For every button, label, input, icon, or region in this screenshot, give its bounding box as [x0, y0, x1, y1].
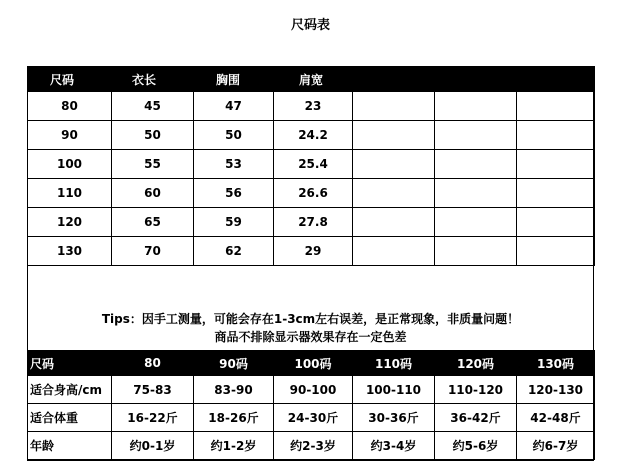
header-cell: 尺码	[28, 67, 112, 92]
table-row	[28, 404, 595, 432]
header-cell: 110码	[353, 351, 435, 376]
table-cell: 50	[112, 121, 194, 150]
table-cell: 130	[28, 237, 112, 266]
table-cell: 120	[28, 208, 112, 237]
table-cell: 59	[194, 208, 274, 237]
table-cell: 24.2	[274, 121, 353, 150]
table-cell: 100-110	[353, 376, 435, 404]
row-label: 适合身高/cm	[28, 376, 112, 404]
table-cell: 120-130	[517, 376, 595, 404]
measurement-header-row	[28, 67, 595, 92]
table-row	[28, 121, 595, 150]
table-cell	[353, 237, 435, 266]
header-cell: 肩宽	[274, 67, 353, 92]
table-cell	[353, 208, 435, 237]
table-cell: 27.8	[274, 208, 353, 237]
table-cell: 25.4	[274, 150, 353, 179]
header-cell	[353, 67, 435, 92]
page-title: 尺码表	[290, 18, 330, 33]
table-cell	[517, 208, 595, 237]
table-cell: 62	[194, 237, 274, 266]
size-chart-frame	[27, 66, 594, 461]
table-cell: 29	[274, 237, 353, 266]
table-cell: 30-36斤	[353, 404, 435, 432]
table-row	[28, 92, 595, 121]
measurement-table	[27, 66, 595, 266]
table-cell: 80	[28, 92, 112, 121]
table-cell	[435, 121, 517, 150]
table-cell	[353, 150, 435, 179]
table-cell	[517, 121, 595, 150]
table-cell: 约0-1岁	[112, 432, 194, 460]
table-cell: 26.6	[274, 179, 353, 208]
table-cell	[517, 92, 595, 121]
table-cell	[517, 237, 595, 266]
table-cell: 75-83	[112, 376, 194, 404]
table-cell	[435, 237, 517, 266]
table-cell	[435, 208, 517, 237]
tips-line-1: Tips：因手工测量，可能会存在1-3cm左右误差，是正常现象，非质量问题！	[101, 312, 520, 326]
header-cell: 130码	[517, 351, 595, 376]
header-cell: 120码	[435, 351, 517, 376]
table-cell: 36-42斤	[435, 404, 517, 432]
header-cell: 尺码	[28, 351, 112, 376]
table-cell: 70	[112, 237, 194, 266]
table-cell: 约3-4岁	[353, 432, 435, 460]
size-guide-table	[27, 350, 595, 460]
table-cell	[353, 92, 435, 121]
table-cell: 约1-2岁	[194, 432, 274, 460]
table-cell: 24-30斤	[274, 404, 353, 432]
table-cell	[353, 179, 435, 208]
table-cell: 56	[194, 179, 274, 208]
table-cell: 53	[194, 150, 274, 179]
table-row	[28, 376, 595, 404]
table-cell: 约5-6岁	[435, 432, 517, 460]
table-cell: 65	[112, 208, 194, 237]
table-cell: 18-26斤	[194, 404, 274, 432]
tips-note	[28, 288, 593, 352]
table-row	[28, 150, 595, 179]
table-cell: 90-100	[274, 376, 353, 404]
table-row	[28, 179, 595, 208]
table-cell	[517, 179, 595, 208]
table-cell: 55	[112, 150, 194, 179]
table-cell: 约6-7岁	[517, 432, 595, 460]
table-cell	[435, 179, 517, 208]
table-cell: 42-48斤	[517, 404, 595, 432]
header-cell: 100码	[274, 351, 353, 376]
table-cell: 100	[28, 150, 112, 179]
table-cell	[353, 121, 435, 150]
table-cell: 16-22斤	[112, 404, 194, 432]
table-row	[28, 432, 595, 460]
header-cell: 衣长	[112, 67, 194, 92]
table-cell: 47	[194, 92, 274, 121]
table-row	[28, 237, 595, 266]
row-label: 适合体重	[28, 404, 112, 432]
size-guide-header-row	[28, 351, 595, 376]
tips-line-2: 商品不排除显示器效果存在一定色差	[214, 330, 407, 344]
table-cell: 45	[112, 92, 194, 121]
table-cell: 90	[28, 121, 112, 150]
header-cell	[517, 67, 595, 92]
table-row	[28, 208, 595, 237]
table-cell	[435, 150, 517, 179]
header-cell: 80	[112, 351, 194, 376]
table-cell: 约2-3岁	[274, 432, 353, 460]
header-cell: 胸围	[194, 67, 274, 92]
table-cell	[435, 92, 517, 121]
table-cell: 83-90	[194, 376, 274, 404]
table-cell: 110	[28, 179, 112, 208]
table-cell: 23	[274, 92, 353, 121]
table-cell	[517, 150, 595, 179]
header-cell	[435, 67, 517, 92]
table-cell: 110-120	[435, 376, 517, 404]
header-cell: 90码	[194, 351, 274, 376]
row-label: 年龄	[28, 432, 112, 460]
table-cell: 60	[112, 179, 194, 208]
table-cell: 50	[194, 121, 274, 150]
